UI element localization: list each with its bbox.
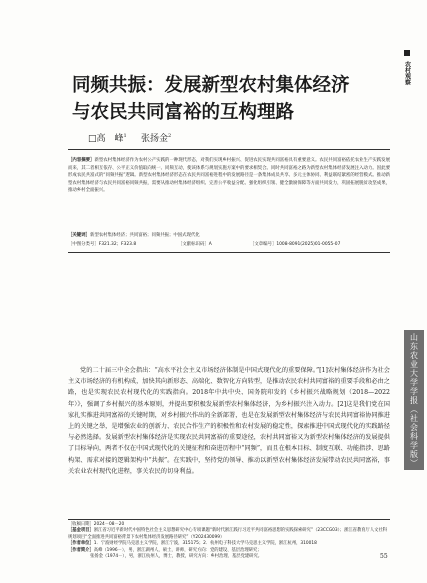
author-1: □高 峰 xyxy=(88,134,124,144)
bio-1: 高峰（1996－），男，浙江湖州人，硕士，讲师，研究方向：党的建设、基层治理研究； xyxy=(93,547,262,553)
received-date: ［收稿日期］2024－08－20 xyxy=(68,522,125,527)
keywords-label: ［关键词］ xyxy=(68,233,90,238)
title-line-1: 同频共振：发展新型农村集体经济 xyxy=(72,75,350,96)
abstract-label: ［内容摘要］ xyxy=(68,158,95,163)
affiliation-label: ［作者单位］ xyxy=(68,541,94,547)
classification-row xyxy=(68,241,390,247)
body-paragraph: 党的二十届三中全会指出：“高水平社会主义市场经济体制是中国式现代化的重要保障。”[1]农村集体经济作为社会主义市场经济的有机构成，加快其向新形态、高端化、数智化方向转型，是推动农民农村共同富裕的重要手段和必由之路，也是实现农民农村现代化的实践指向。2018年中共中央、国务院印发的《乡村振兴战略规划（2018—2022年）》，强调了乡村振兴的基本原则，并提出要积极发展新型农村集体经济，为乡村振兴注入动力。[2]这是我们党在国家扎实推进共同富裕的关键时期，对乡村振兴作出的全新部署，也是在发展新型农村集体经济与农民共同富裕协同推进上的关键之举，是增强农业的创新力、农民合作生产的积极性和农村发展的稳定性，探索推进中国式现代化的实践路径与必然选择。发展新型农村集体经济是实现农民共同富裕的重要途径，农村共同富裕又为新型农村集体经济的发展提供了目标导向，两者不仅在中国式现代化的关键征程和奋进历程中“同频”，而且在根本目标、制度互联、功能指涉、思路构架、需求对接的逻辑架构中“共振”。在实践中，坚持党的领导、推动以新型农村集体经济发展带动农民共同富裕，事关农业农村现代化进程，事关农民的切身利益。 xyxy=(68,367,390,475)
divider-top xyxy=(68,149,390,150)
author-bio-2: 张扬金（1974－），男，浙江杭州人，博士，教授，研究方向：乡村治理、基层党建研究。 xyxy=(90,554,263,560)
abstract-text: 新型农村集体经济作为农村公产实践的一种现代形态，对我们实现乡村振兴、促进农民实现共同富裕具有重要意义。农民共同富裕依托农业生产实践发展而来，其二者相互依存、公平正义价值取向统一、同频互动，使该体系与规划实施方案中的要求相契合。同时共同富裕之路为新型农村集体经济发展注入动力。因此要形成农民共富式的“同频共振”逻辑。新型农村集体经济形态在农民共同富裕进程中的发展路径是一条集体成员共享、多元主体协同、利益联结紧密的经营模式。推动新型农村集体经济与农民共同富裕同频共振，需要从推动村集体经济组织、完善公平收益分配、强化组织引领、健全激励保障等方面共同发力，巩固拓展脱贫攻坚成果，推动乡村全面振兴。 xyxy=(68,158,390,194)
document-code: ［文献标识码］A xyxy=(178,242,212,247)
keywords-text: 新型农村集体经济；共同富裕；同频共振；中国式现代化 xyxy=(89,233,200,238)
fund-note xyxy=(68,528,390,541)
clc-number: ［中图分类号］F321.32；F323.8 xyxy=(68,242,137,247)
page-number: 55 xyxy=(380,553,388,560)
divider-abstract xyxy=(68,252,390,253)
author-2-affiliation: 2 xyxy=(168,133,172,139)
section-label: 农村观察 xyxy=(403,61,411,85)
journal-name-band: 山东农业大学学报（社会科学版） xyxy=(404,330,424,470)
bio-label: ［作者简介］ xyxy=(68,547,94,553)
article-id: ［文章编号］1008-8091(2025)01-0055-07 xyxy=(250,242,341,247)
section-marker-icon xyxy=(404,50,410,56)
author-line xyxy=(88,131,171,144)
abstract xyxy=(68,157,390,195)
title-line-2: 与农民共同富裕的互构理路 xyxy=(72,102,295,123)
section-tag xyxy=(400,50,414,85)
affiliation-text: 1．宁波财经学院马克思主义学院，浙江宁波，315175；2．杭州电子科技大学马克思主义学院，浙江杭州，310018 xyxy=(93,541,317,547)
keywords xyxy=(68,232,390,238)
footnotes xyxy=(68,522,390,560)
fund-label: ［基金项目］ xyxy=(68,528,94,534)
author-2: 张扬金 xyxy=(141,134,169,144)
article-title xyxy=(72,72,392,126)
divider-footnotes xyxy=(68,519,390,520)
author-1-affiliation: 1 xyxy=(123,133,127,139)
fund-text: 浙江省习近平新时代中国特色社会主义思想研究中心专项课题“新时代浙江践行习近平共同富裕思想的实践探索研究”（23CCG03）；浙江省教育厅人文社科规划项目“全面推进共同富裕背景下农村集体经济发展路径研究”（Y202430099） xyxy=(68,528,388,540)
